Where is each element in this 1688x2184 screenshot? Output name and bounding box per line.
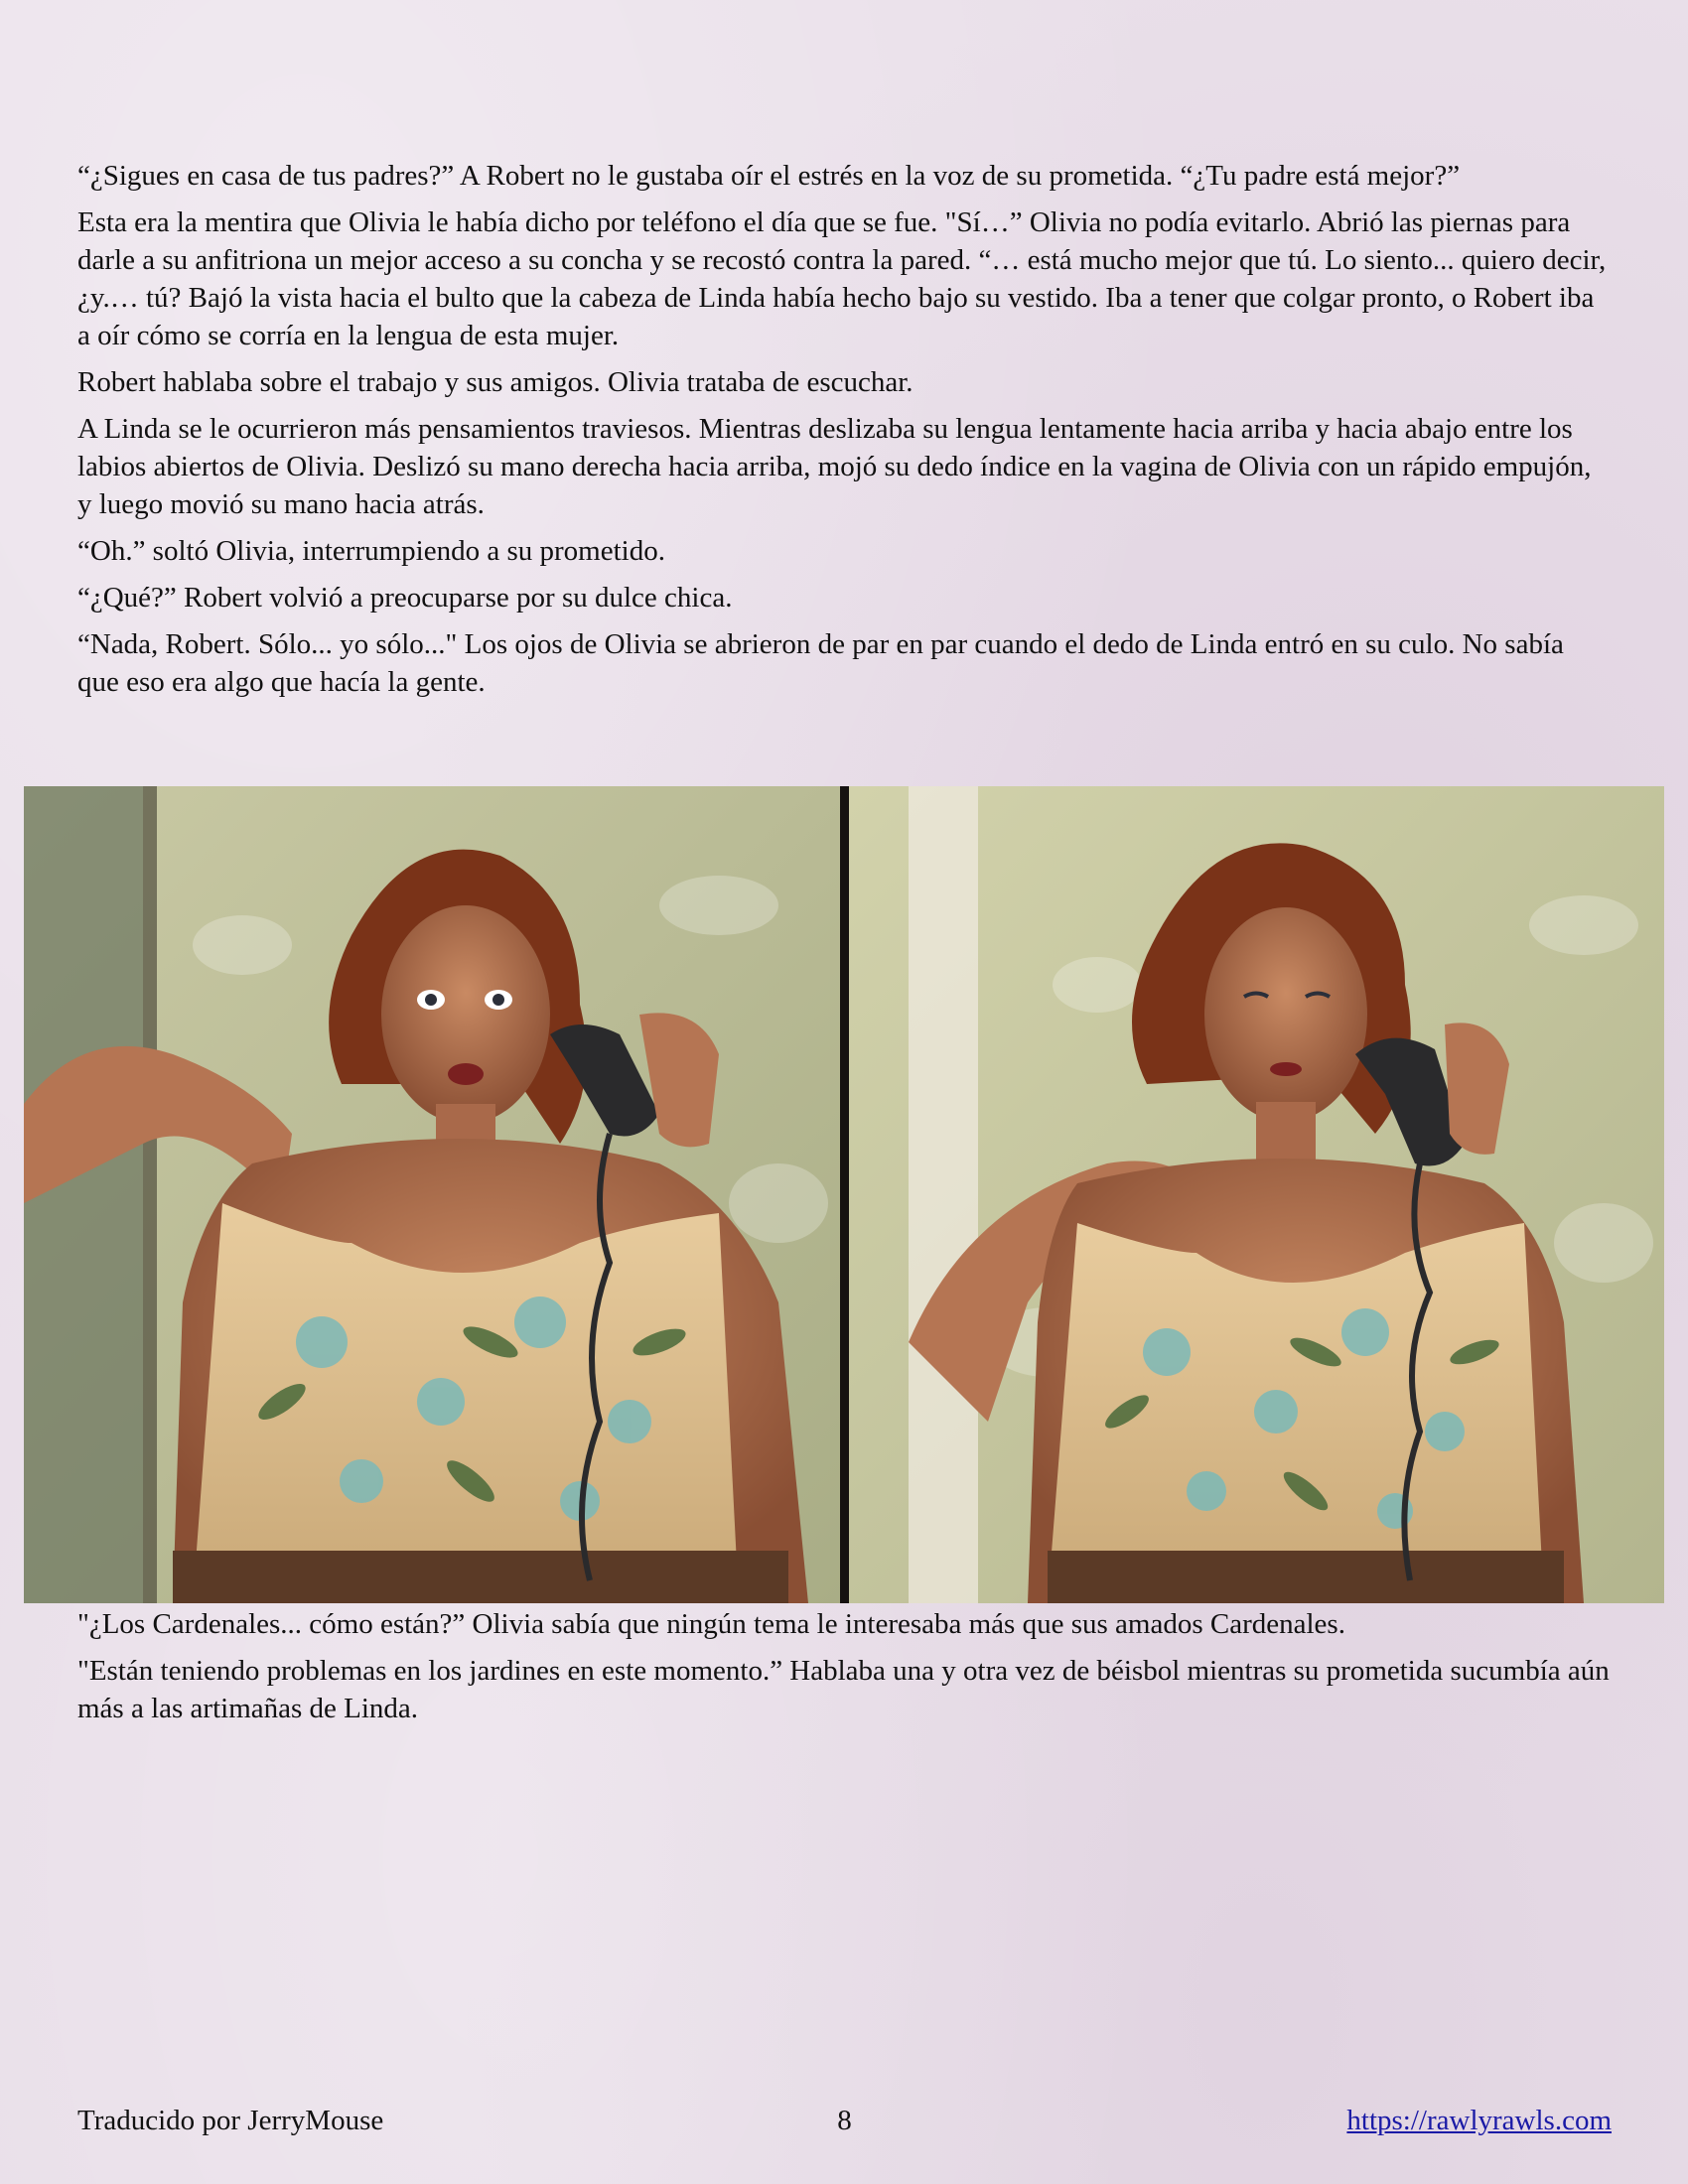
paragraph: Esta era la mentira que Olivia le había dicho por teléfono el día que se fue. "Sí…” Olivia no podía evitarlo. Abrió las piernas para darle a su anfitriona un mejor acceso a su concha y se recostó contra la pared. “… está mucho mejor que tú. Lo siento... quiero decir, ¿y.… tú? Bajó la vista hacia el bulto que la cabeza de Linda había hecho bajo su vestido. Iba a tener que colgar pronto, o Robert iba a oír cómo se corría en la lengua de esta mujer. bbox=[77, 206, 1607, 351]
paragraph: “Nada, Robert. Sólo... yo sólo..." Los ojos de Olivia se abrieron de par en par cuando el dedo de Linda entró en su culo. No sabía que eso era algo que hacía la gente. bbox=[77, 628, 1564, 698]
panel-divider bbox=[840, 786, 849, 1603]
paragraph: “¿Sigues en casa de tus padres?” A Robert no le gustaba oír el estrés en la voz de su prometida. “¿Tu padre está mejor?” bbox=[77, 160, 1461, 192]
paragraph: "Están teniendo problemas en los jardines en este momento.” Hablaba una y otra vez de béisbol mientras su prometida sucumbía aún más a las artimañas de Linda. bbox=[77, 1655, 1610, 1724]
paragraph: A Linda se le ocurrieron más pensamientos traviesos. Mientras deslizaba su lengua lentamente hacia arriba y hacia abajo entre los labios abiertos de Olivia. Deslizó su mano derecha hacia arriba, mojó su dedo índice en la vagina de Olivia con un rápido empujón, y luego movió su mano hacia atrás. bbox=[77, 413, 1592, 520]
story-text-upper bbox=[77, 157, 1612, 710]
page-number: 8 bbox=[837, 2105, 852, 2136]
translator-credit: Traducido por JerryMouse bbox=[77, 2105, 384, 2136]
paragraph: "¿Los Cardenales... cómo están?” Olivia sabía que ningún tema le interesaba más que sus amados Cardenales. bbox=[77, 1608, 1345, 1640]
paragraph: “¿Qué?” Robert volvió a preocuparse por su dulce chica. bbox=[77, 582, 733, 614]
woman-on-phone-illustration bbox=[849, 786, 1664, 1603]
illustration-two-panels bbox=[24, 786, 1664, 1603]
paragraph: Robert hablaba sobre el trabajo y sus amigos. Olivia trataba de escuchar. bbox=[77, 366, 914, 398]
page-footer bbox=[77, 2101, 1612, 2140]
paragraph: “Oh.” soltó Olivia, interrumpiendo a su prometido. bbox=[77, 535, 665, 567]
website-link[interactable]: https://rawlyrawls.com bbox=[1346, 2105, 1612, 2136]
illustration-panel-right bbox=[849, 786, 1664, 1603]
illustration-panel-left bbox=[24, 786, 840, 1603]
story-text-lower bbox=[77, 1605, 1612, 1736]
woman-on-phone-illustration bbox=[24, 786, 840, 1603]
